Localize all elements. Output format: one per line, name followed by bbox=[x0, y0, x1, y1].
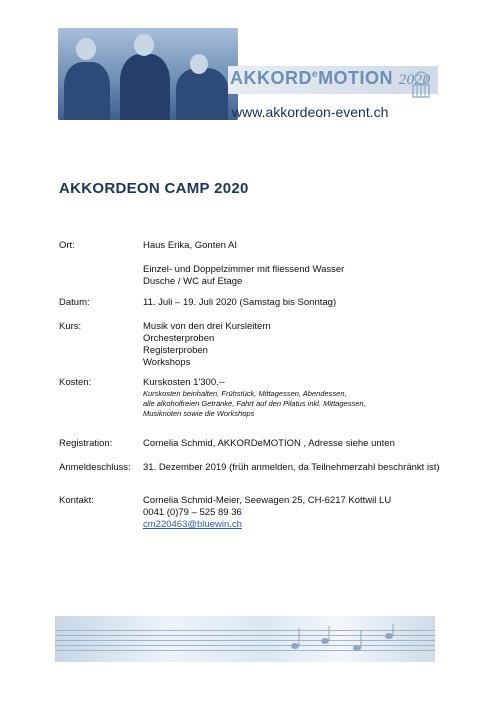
musician-head bbox=[134, 34, 154, 56]
anmeldeschluss-label: Anmeldeschluss: bbox=[59, 462, 131, 473]
page-title: AKKORDEON CAMP 2020 bbox=[59, 180, 249, 197]
musician-figure bbox=[176, 68, 228, 120]
kontakt-label: Kontakt: bbox=[59, 495, 94, 506]
kontakt-email-row bbox=[143, 519, 242, 531]
datum-label: Datum: bbox=[59, 297, 90, 308]
website-url[interactable]: www.akkordeon-event.ch bbox=[232, 104, 389, 120]
musician-head bbox=[190, 54, 208, 74]
kosten-note: Musiknoten sowie die Workshops bbox=[143, 409, 255, 418]
footer-music-banner bbox=[55, 616, 435, 662]
kurs-item: Musik von den drei Kursleitern bbox=[143, 321, 271, 332]
header bbox=[58, 28, 438, 124]
kurs-item: Registerproben bbox=[143, 345, 208, 356]
kosten-note: alle alkoholfreien Getränke, Fahrt auf den Pilatus inkl. Mittagessen, bbox=[143, 399, 366, 408]
registration-value: Cornelia Schmid, AKKORDeMOTION , Adresse siehe unten bbox=[143, 438, 395, 449]
musician-figure bbox=[120, 54, 170, 120]
musician-head bbox=[76, 38, 96, 60]
anmeldeschluss-value: 31. Dezember 2019 (früh anmelden, da Teilnehmerzahl beschränkt ist) bbox=[143, 462, 440, 473]
logo: AKKORD$^e$MOTION 2020 bbox=[230, 68, 431, 88]
kurs-item: Workshops bbox=[143, 357, 191, 368]
kosten-note: Kurskosten beinhalten, Frühstück, Mittagessen, Abendessen, bbox=[143, 389, 347, 398]
musician-figure bbox=[64, 62, 110, 120]
datum-value: 11. Juli – 19. Juli 2020 (Samstag bis Sonntag) bbox=[143, 297, 337, 308]
music-notes-icon bbox=[285, 624, 415, 658]
kontakt-address: Cornelia Schmid-Meier, Seewagen 25, CH-6217 Kottwil LU bbox=[143, 495, 392, 506]
musicians-photo bbox=[58, 28, 238, 120]
kurs-label: Kurs: bbox=[59, 321, 82, 332]
kontakt-phone: 0041 (0)79 – 525 89 36 bbox=[143, 507, 242, 518]
kosten-value: Kurskosten 1'300.-- bbox=[143, 377, 226, 388]
kosten-label: Kosten: bbox=[59, 377, 92, 388]
ort-rooms: Einzel- und Doppelzimmer mit fliessend Wasser bbox=[143, 264, 345, 275]
email-link[interactable]: cm220463@bluewin.ch bbox=[143, 519, 242, 530]
ort-label: Ort: bbox=[59, 240, 75, 251]
kurs-item: Orchesterproben bbox=[143, 333, 215, 344]
ort-value: Haus Erika, Gonten AI bbox=[143, 240, 237, 251]
ort-bath: Dusche / WC auf Etage bbox=[143, 276, 243, 287]
accordion-mascot-icon bbox=[408, 70, 434, 102]
registration-label: Registration: bbox=[59, 438, 113, 449]
